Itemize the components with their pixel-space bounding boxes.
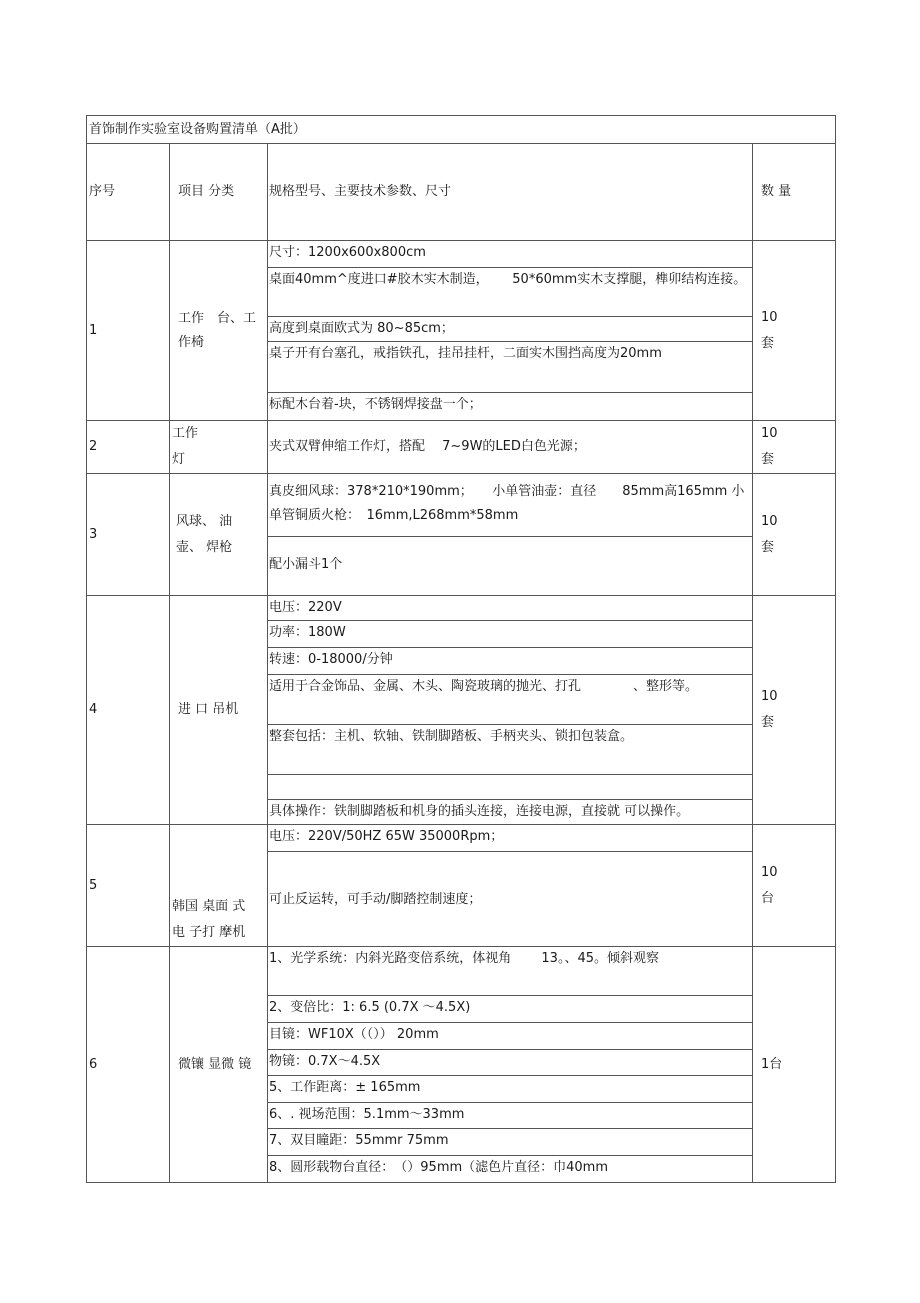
spec-line: 整套包括：主机、软轴、铁制脚踏板、手柄夹头、锁扣包装盒。 <box>268 725 752 775</box>
row-quantity: 10 套 <box>753 421 836 474</box>
row-number: 1 <box>87 241 170 421</box>
spec-line: 适用于合金饰品、金属、木头、陶瓷玻璃的抛光、打孔 、整形等。 <box>268 675 752 725</box>
spec-line: 电压：220V/50HZ 65W 35000Rpm； <box>268 825 752 852</box>
row-specs <box>268 947 753 1183</box>
spec-line: 尺寸：1200x600x800cm <box>268 241 752 268</box>
row-category: 工作 台、工作椅 <box>170 241 268 421</box>
header-quantity: 数 量 <box>753 144 836 241</box>
row-number: 4 <box>87 596 170 825</box>
spec-line: 转速：0-18000/分钟 <box>268 648 752 675</box>
spec-line: 电压：220V <box>268 596 752 621</box>
row-category: 进 口 吊机 <box>170 596 268 825</box>
spec-line: 真皮细风球：378*210*190mm； 小单管油壶：直径 85mm高165mm 小单管铜质火枪： 16mm,L268mm*58mm <box>268 474 752 537</box>
equipment-table <box>86 115 836 1183</box>
row-category: 工作 灯 <box>170 421 268 474</box>
row-specs <box>268 241 753 421</box>
spec-line: 1、光学系统：内斜光路变倍系统，体视角 13。、45。倾斜观察 <box>268 947 752 996</box>
row-quantity: 10 套 <box>753 241 836 421</box>
header-category: 项目 分类 <box>170 144 268 241</box>
spec-line: 2、变倍比：1: 6.5 (0.7X ～4.5X) <box>268 996 752 1023</box>
header-serial-number: 序号 <box>87 144 170 241</box>
row-number: 3 <box>87 474 170 596</box>
spec-line: 夹式双臂伸缩工作灯，搭配 7~9W的LED白色光源； <box>269 439 586 454</box>
row-specs <box>268 596 753 825</box>
row-quantity: 1台 <box>753 947 836 1183</box>
spec-line: 高度到桌面欧式为 80~85cm； <box>268 317 752 342</box>
spec-line: 5、工作距离：± 165mm <box>268 1076 752 1103</box>
spec-line: 功率：180W <box>268 621 752 648</box>
spec-line: 目镜：WF10X（（）） 20mm <box>268 1023 752 1050</box>
spec-line: 6、. 视场范围：5.1mm～33mm <box>268 1103 752 1129</box>
header-specification: 规格型号、主要技术参数、尺寸 <box>268 144 753 241</box>
spec-line: 7、双目瞳距：55mmr 75mm <box>268 1129 752 1156</box>
equipment-list-sheet <box>86 115 835 1183</box>
table-title: 首饰制作实验室设备购置清单（A批） <box>87 116 836 144</box>
row-category: 微镶 显微 镜 <box>170 947 268 1183</box>
row-specs <box>268 474 753 596</box>
row-quantity: 10 台 <box>753 825 836 947</box>
spec-line: 物镜：0.7X～4.5X <box>268 1050 752 1076</box>
row-specs <box>268 421 753 474</box>
spec-line: 桌子开有台塞孔，戒指铁孔，挂吊挂杆，二面实木围挡高度为20mm <box>268 342 752 393</box>
row-number: 2 <box>87 421 170 474</box>
row-specs <box>268 825 753 947</box>
row-quantity: 10 套 <box>753 474 836 596</box>
row-number: 5 <box>87 825 170 947</box>
spec-line-empty <box>268 775 752 800</box>
spec-line: 桌面40mm^度进口#胶木实木制造， 50*60mm实木支撑腿，榫卯结构连接。 <box>268 268 752 317</box>
spec-line: 可止反运转，可手动/脚踏控制速度； <box>269 892 482 907</box>
spec-line: 标配木台着-块，不锈钢焊接盘一个； <box>269 397 482 412</box>
row-category: 风球、 油 壶、 焊枪 <box>170 474 268 596</box>
spec-line: 具体操作：铁制脚踏板和机身的插头连接，连接电源，直接就 可以操作。 <box>269 804 690 819</box>
row-quantity: 10 套 <box>753 596 836 825</box>
spec-line: 配小漏斗1个 <box>269 557 343 572</box>
row-number: 6 <box>87 947 170 1183</box>
spec-line: 8、圆形载物台直径： （）95mm（滤色片直径：巾40mm <box>269 1160 609 1175</box>
row-category: 韩国 桌面 式 电 子打 摩机 <box>170 825 268 947</box>
